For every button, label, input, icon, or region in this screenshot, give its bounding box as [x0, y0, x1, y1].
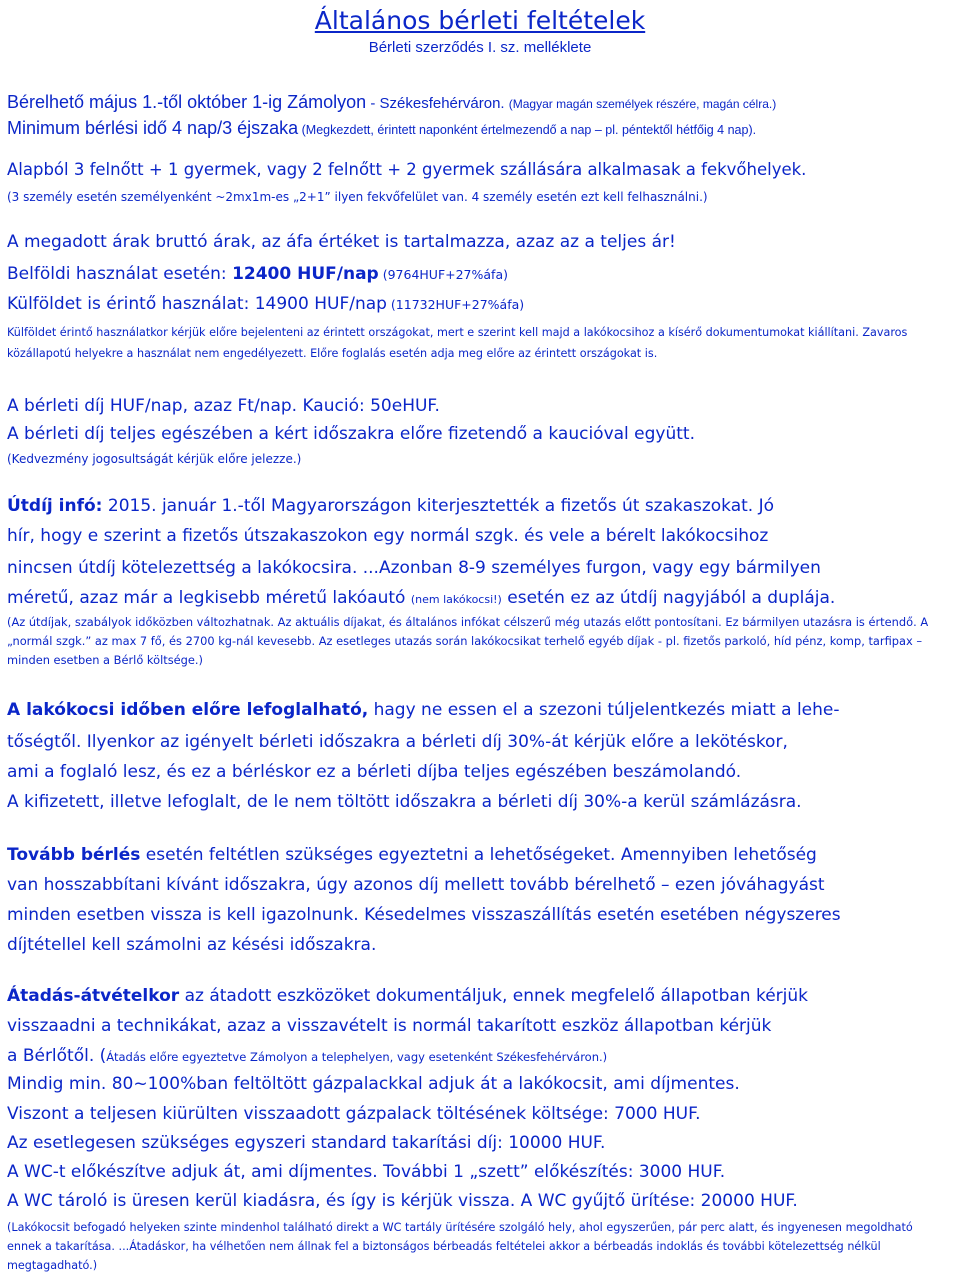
abroad-price-line: [7, 294, 524, 314]
capacity-line: Alapból 3 felnőtt + 1 gyermek, vagy 2 felnőtt + 2 gyermek szállására alkalmasak a fekvőhelyek.: [7, 160, 807, 179]
handover-note: (Lakókocsit befogadó helyeken szinte mindenhol található direkt a WC tartály ürítésére szolgáló hely, ahol egyszerűen, pár perc alatt, és ingyenesen megoldható ennek a takarítása. ...Átadáskor, ha vélhetően nem állnak fel a biztonságos bérbeadás feltételei akkor a bérbeadás indoklás és további kötelezettség nélkül megtagadható.): [7, 1221, 913, 1272]
toll-line-4: [7, 588, 835, 608]
handover-line-8: A WC tároló is üresen kerül kiadásra, és így is kérjük vissza. A WC gyűjtő ürítése: 20000 HUF.: [7, 1191, 798, 1211]
fee-line-1: A bérleti díj HUF/nap, azaz Ft/nap. Kaució: 50eHUF.: [7, 396, 440, 416]
domestic-label: Belföldi használat esetén:: [7, 264, 233, 284]
availability-note: (Magyar magán személyek részére, magán célra.): [508, 97, 777, 111]
toll-text-d-c: esetén ez az útdíj nagyjából a duplája.: [501, 588, 836, 608]
fee-line-3: (Kedvezmény jogosultságát kérjük előre jelezze.): [7, 452, 302, 466]
minimum-rental-main: Minimum bérlési idő 4 nap/3 éjszaka: [7, 118, 299, 138]
extension-line-4: díjtétellel kell számolni az késési időszakra.: [7, 935, 377, 955]
booking-bold: A lakókocsi időben előre lefoglalható,: [7, 700, 369, 720]
handover-line-4: Mindig min. 80~100%ban feltöltött gázpalackkal adjuk át a lakókocsit, ami díjmentes.: [7, 1074, 740, 1094]
availability-location: - Székesfehérváron.: [366, 95, 509, 112]
handover-text-1: az átadott eszközöket dokumentáljuk, ennek megfelelő állapotban kérjük: [179, 986, 809, 1006]
extension-line-1: [7, 845, 817, 865]
handover-line-1: [7, 986, 808, 1006]
page-subtitle: Bérleti szerződés I. sz. melléklete: [368, 39, 592, 56]
toll-label: Útdíj infó:: [7, 496, 103, 516]
extension-bold: Tovább bérlés: [7, 845, 141, 865]
extension-line-3: minden esetben vissza is kell igazolnunk. Késedelmes visszaszállítás esetén esetében négyszeres: [7, 905, 841, 925]
toll-note: (Az útdíjak, szabályok időközben változhatnak. Az aktuális díjakat, és általános infókat célszerű még utazás előtt pontosítani. Ez bármilyen utazásra is értendő. A „normál szgk.” az max 7 fő, és 2700 kg-nál kevesebb. Az esetleges utazás során lakókocsikat terhelő egyéb díjak - pl. fizetős parkoló, híd pénz, komp, tarfipax – minden esetben a Bérlő költsége.): [7, 615, 929, 667]
gross-price-note: A megadott árak bruttó árak, az áfa értéket is tartalmazza, azaz az a teljes ár!: [7, 232, 676, 252]
abroad-info: Külföldet érintő használatkor kérjük előre bejelenteni az érintett országokat, mert e szerint kell majd a lakókocsihoz a kísérő dokumentumokat kiállítani. Zavaros közállapotú helyekre a használat nem engedélyezett. Előre foglalás esetén adja meg előre az érintett országokat is.: [7, 326, 908, 360]
extension-text-1: esetén feltétlen szükséges egyeztetni a lehetőségeket. Amennyiben lehetőség: [140, 845, 817, 865]
toll-line-1: [7, 496, 774, 516]
booking-line-1: [7, 700, 840, 720]
availability-line: [7, 92, 776, 113]
abroad-net: (11732HUF+27%áfa): [386, 297, 525, 312]
handover-bold: Átadás-átvételkor: [7, 986, 180, 1006]
handover-line-2: visszaadni a technikákat, azaz a visszavételt is normál takarított eszköz állapotban kérjük: [7, 1016, 772, 1036]
fee-line-2: A bérleti díj teljes egészében a kért időszakra előre fizetendő a kaucióval együtt.: [7, 424, 696, 444]
domestic-price-line: [7, 264, 508, 284]
page-title: Általános bérleti feltételek: [314, 6, 646, 35]
abroad-label: Külföldet is érintő használat: 14900 HUF/nap: [7, 294, 387, 314]
domestic-price: 12400 HUF/nap: [232, 264, 379, 284]
handover-line-7: A WC-t előkészítve adjuk át, ami díjmentes. További 1 „szett” előkészítés: 3000 HUF.: [7, 1162, 726, 1182]
booking-line-2: tőségtől. Ilyenkor az igényelt bérleti időszakra a bérleti díj 30%-át kérjük előre a lekötéskor,: [7, 732, 788, 752]
handover-line-3: [7, 1046, 607, 1066]
booking-line-4: A kifizetett, illetve lefoglalt, de le nem töltött időszakra a bérleti díj 30%-a kerül számlázásra.: [7, 792, 802, 812]
minimum-rental-line: [7, 118, 756, 139]
booking-line-3: ami a foglaló lesz, és ez a bérléskor ez a bérleti díjba teljes egészében beszámolandó.: [7, 762, 742, 782]
capacity-note: (3 személy esetén személyenként ~2mx1m-es „2+1” ilyen fekvőfelület van. 4 személy esetén ezt kell felhasználni.): [7, 190, 708, 204]
domestic-net: (9764HUF+27%áfa): [378, 267, 508, 282]
booking-text-1: hagy ne essen el a szezoni túljelentkezés miatt a lehe-: [368, 700, 840, 720]
handover-text-3b: Átadás előre egyeztetve Zámolyon a telephelyen, vagy esetenként Székesfehérváron.): [106, 1050, 608, 1064]
toll-text-a: 2015. január 1.-től Magyarországon kiterjesztették a fizetős út szakaszokat. Jó: [102, 496, 775, 516]
extension-line-2: van hosszabbítani kívánt időszakra, úgy azonos díj mellett tovább bérelhető – ezen jóváhagyást: [7, 875, 825, 895]
handover-line-6: Az esetlegesen szükséges egyszeri standard takarítási díj: 10000 HUF.: [7, 1133, 606, 1153]
toll-text-d-b: (nem lakókocsi!): [410, 593, 502, 606]
toll-line-2: hír, hogy e szerint a fizetős útszakaszokon egy normál szgk. és vele a bérelt lakókocsihoz: [7, 526, 769, 546]
toll-text-d-a: méretű, azaz már a legkisebb méretű lakóautó: [7, 588, 411, 608]
minimum-rental-note: (Megkezdett, érintett naponként értelmezendő a nap – pl. péntektől hétfőig 4 nap).: [298, 123, 757, 137]
handover-text-3a: a Bérlőtől. (: [7, 1046, 107, 1066]
handover-line-5: Viszont a teljesen kiürülten visszaadott gázpalack töltésének költsége: 7000 HUF.: [7, 1104, 701, 1124]
availability-main: Bérelhető május 1.-től október 1-ig Zámolyon: [7, 92, 367, 112]
toll-line-3: nincsen útdíj kötelezettség a lakókocsira. ...Azonban 8-9 személyes furgon, vagy egy bármilyen: [7, 558, 821, 578]
